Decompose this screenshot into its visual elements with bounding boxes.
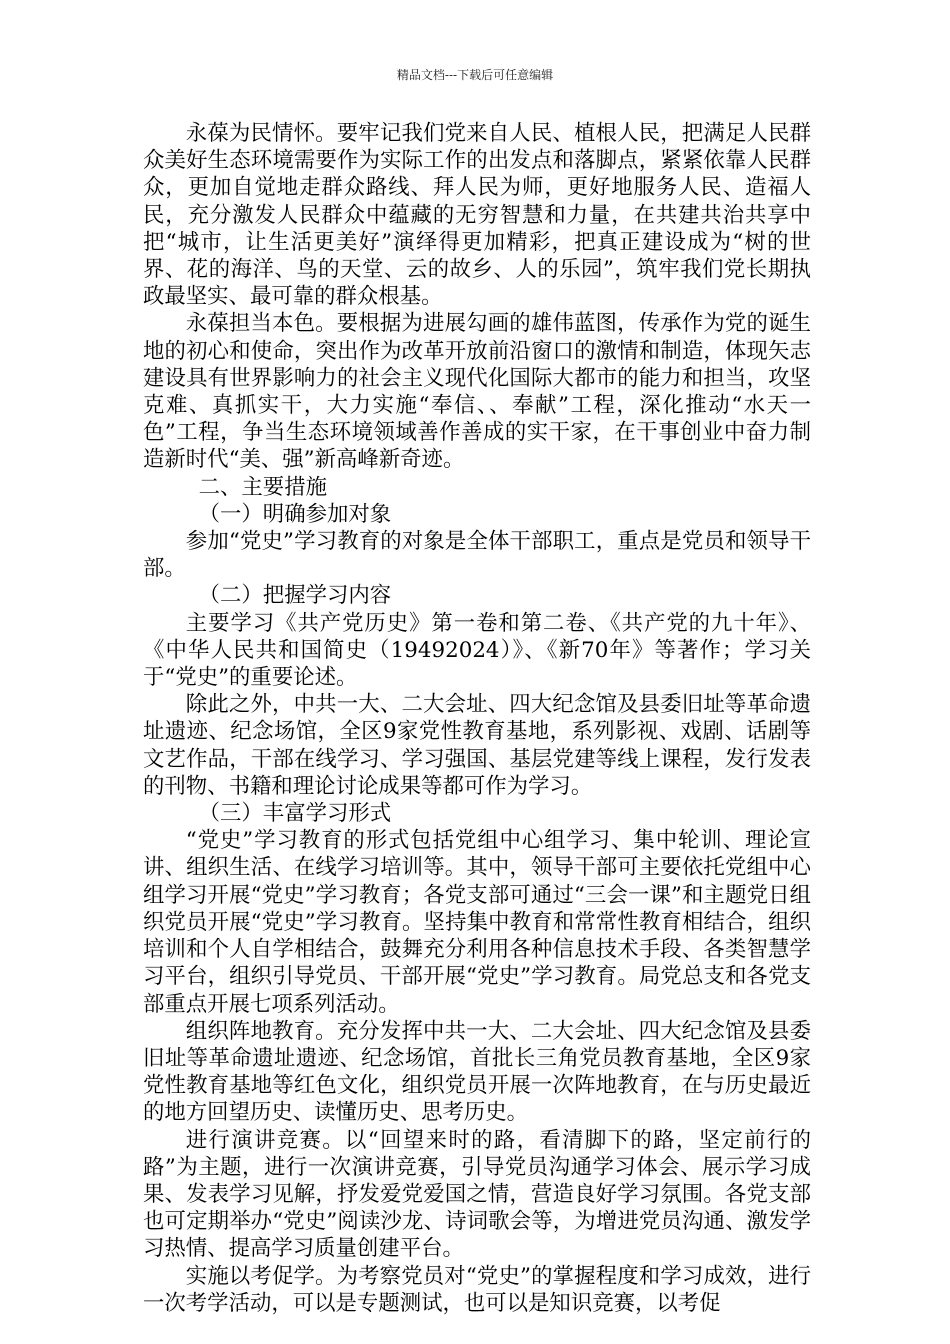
subsection-heading: （三）丰富学习形式 (198, 801, 392, 827)
paragraph: 实施以考促学。为考察党员对“党史”的掌握程度和学习成效，进行一次考学活动，可以是专题测试，也可以是知识竞赛，以考促 (143, 1263, 811, 1316)
page-header: 精品文档---下载后可任意编辑 (396, 68, 554, 82)
paragraph: “党史”学习教育的形式包括党组中心组学习、集中轮训、理论宣讲、组织生活、在线学习培训等。其中，领导干部可主要依托党组中心组学习开展“党史”学习教育；各党支部可通过“三会一课”和主题党日组织党员开展“党史”学习教育。坚持集中教育和常常性教育相结合，组织培训和个人自学相结合，鼓舞充分利用各种信息技术手段、各类智慧学习平台，组织引导党员、干部开展“党史”学习教育。局党总支和各党支部重点开展七项系列活动。 (143, 828, 811, 1017)
subsection-heading: （二）把握学习内容 (198, 583, 392, 609)
paragraph: 主要学习《共产党历史》第一卷和第二卷、《共产党的九十年》、《中华人民共和国简史（19492024）》、《新70年》等著作；学习关于“党史”的重要论述。 (143, 610, 811, 691)
paragraph: 永葆为民情怀。要牢记我们党来自人民、植根人民，把满足人民群众美好生态环境需要作为实际工作的出发点和落脚点，紧紧依靠人民群众，更加自觉地走群众路线、拜人民为师，更好地服务人民、造福人民，充分激发人民群众中蕴藏的无穷智慧和力量，在共建共治共享中把“城市，让生活更美好”演绎得更加精彩，把真正建设成为“树的世界、花的海洋、鸟的天堂、云的故乡、人的乐园”，筑牢我们党长期执政最坚实、最可靠的群众根基。 (143, 121, 811, 310)
section-heading: 二、主要措施 (198, 474, 327, 500)
paragraph: 组织阵地教育。充分发挥中共一大、二大会址、四大纪念馆及县委旧址等革命遗址遗迹、纪念场馆，首批长三角党员教育基地，全区9家党性教育基地等红色文化，组织党员开展一次阵地教育，在与历史最近的地方回望历史、读懂历史、思考历史。 (143, 1018, 811, 1126)
paragraph: 参加“党史”学习教育的对象是全体干部职工，重点是党员和领导干部。 (143, 529, 811, 582)
paragraph: 进行演讲竞赛。以“回望来时的路，看清脚下的路，坚定前行的路”为主题，进行一次演讲竞赛，引导党员沟通学习体会、展示学习成果、发表学习见解，抒发爱党爱国之情，营造良好学习氛围。各党支部也可定期举办“党史”阅读沙龙、诗词歌会等，为增进党员沟通、激发学习热情、提高学习质量创建平台。 (143, 1127, 811, 1262)
subsection-heading: （一）明确参加对象 (198, 501, 392, 527)
paragraph: 永葆担当本色。要根据为进展勾画的雄伟蓝图，传承作为党的诞生地的初心和使命，突出作为改革开放前沿窗口的激情和制造，体现矢志建设具有世界影响力的社会主义现代化国际大都市的能力和担当，攻坚克难、真抓实干，大力实施“奉信、、奉献”工程，深化推动“水天一色”工程，争当生态环境领域善作善成的实干家，在干事创业中奋力制造新时代“美、强”新高峰新奇迹。 (143, 311, 811, 473)
paragraph: 除此之外，中共一大、二大会址、四大纪念馆及县委旧址等革命遗址遗迹、纪念场馆，全区9家党性教育基地，系列影视、戏剧、话剧等文艺作品，干部在线学习、学习强国、基层党建等线上课程，发行发表的刊物、书籍和理论讨论成果等都可作为学习。 (143, 692, 811, 799)
document-body (143, 120, 811, 1317)
